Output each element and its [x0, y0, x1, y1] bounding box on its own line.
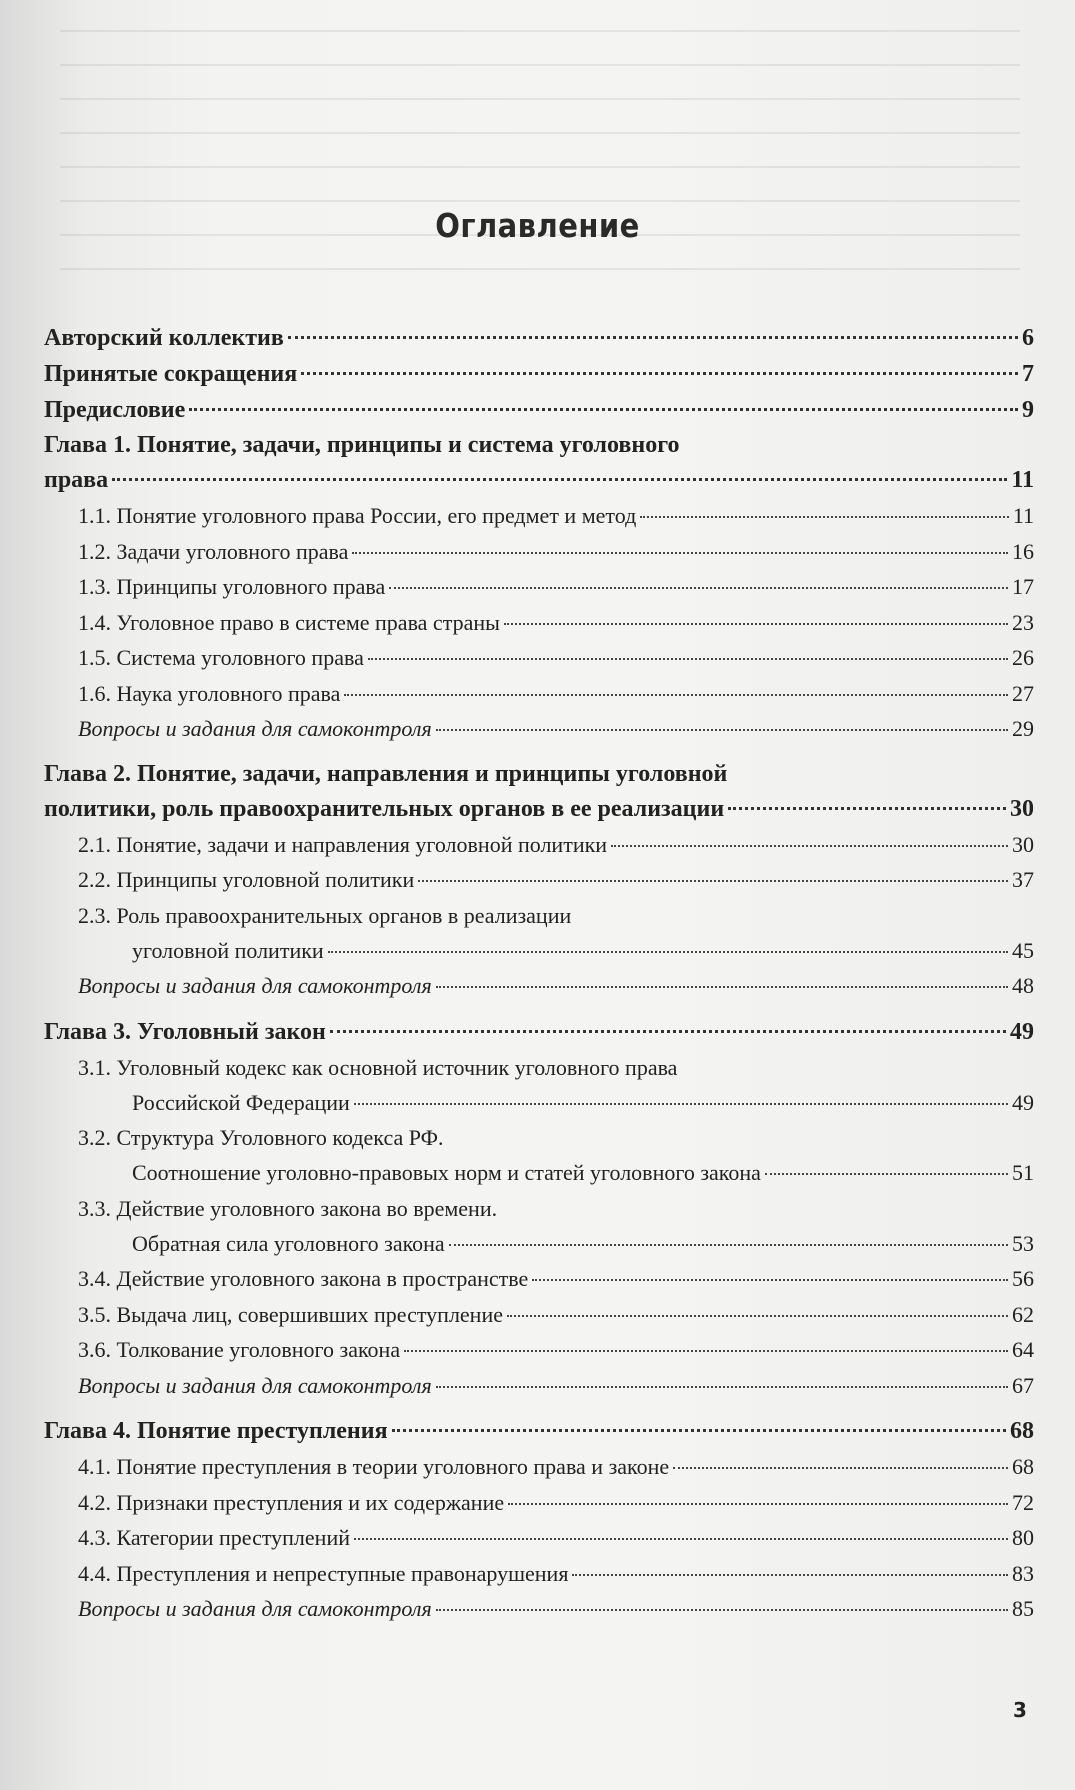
- leader-dots: [404, 1350, 1008, 1352]
- chapter-3-heading[interactable]: [44, 1014, 1034, 1050]
- toc-label: уголовной политики: [132, 937, 324, 963]
- table-of-contents: [44, 320, 1034, 1627]
- toc-label: 3.4. Действие уголовного закона в пространстве: [78, 1266, 529, 1291]
- toc-page: 83: [1012, 1560, 1034, 1586]
- toc-label: 4.4. Преступления и непреступные правонарушения: [78, 1560, 569, 1586]
- toc-page: 45: [1012, 937, 1034, 963]
- toc-section-cont[interactable]: [44, 1155, 1034, 1191]
- page-number: 3: [1013, 1698, 1027, 1722]
- page-title: Оглавление: [435, 206, 640, 245]
- toc-label: политики, роль правоохранительных органов в ее реализации: [44, 795, 725, 822]
- leader-dots: [436, 1386, 1008, 1388]
- toc-label: Соотношение уголовно-правовых норм и статей уголовного закона: [132, 1160, 761, 1185]
- leader-dots: [330, 1030, 1006, 1033]
- toc-section[interactable]: [44, 1556, 1034, 1592]
- toc-label: 1.5. Система уголовного права: [78, 645, 364, 670]
- toc-page: 6: [1022, 325, 1034, 351]
- leader-dots: [611, 845, 1008, 847]
- toc-section[interactable]: [44, 498, 1034, 534]
- toc-label: Вопросы и задания для самоконтроля: [78, 973, 432, 998]
- toc-page: 30: [1012, 831, 1034, 857]
- chapter-4-heading[interactable]: [44, 1413, 1034, 1449]
- leader-dots: [728, 807, 1006, 810]
- toc-label: 1.1. Понятие уголовного права России, его предмет и метод: [78, 503, 637, 528]
- toc-page: 17: [1012, 574, 1034, 599]
- toc-label: Вопросы и задания для самоконтроля: [78, 716, 432, 741]
- leader-dots: [449, 1244, 1008, 1246]
- toc-label: права: [44, 467, 109, 493]
- toc-label: Российской Федерации: [132, 1089, 350, 1115]
- toc-page: 68: [1012, 1454, 1034, 1479]
- toc-section[interactable]: 2.3. Роль правоохранительных органов в реализации: [78, 902, 572, 928]
- leader-dots: [436, 1609, 1008, 1611]
- toc-section[interactable]: 3.2. Структура Уголовного кодекса РФ.: [78, 1125, 444, 1150]
- leader-dots: [328, 951, 1008, 953]
- leader-dots: [189, 408, 1018, 411]
- toc-section[interactable]: [44, 640, 1034, 676]
- leader-dots: [504, 623, 1008, 625]
- toc-section[interactable]: [44, 1485, 1034, 1521]
- toc-section[interactable]: [44, 569, 1034, 605]
- toc-label: Вопросы и задания для самоконтроля: [78, 1372, 432, 1398]
- toc-page: 49: [1010, 1018, 1034, 1045]
- leader-dots: [354, 1538, 1008, 1540]
- toc-label: 2.2. Принципы уголовной политики: [78, 867, 415, 892]
- toc-label: 4.2. Признаки преступления и их содержание: [78, 1489, 505, 1515]
- toc-label: 3.6. Толкование уголовного закона: [78, 1337, 401, 1362]
- leader-dots: [389, 587, 1008, 589]
- leader-dots: [354, 1103, 1008, 1105]
- toc-page: 11: [1011, 467, 1034, 493]
- leader-dots: [532, 1279, 1008, 1281]
- toc-page: 9: [1022, 397, 1034, 423]
- toc-section[interactable]: [44, 1449, 1034, 1485]
- show-through-text: [60, 30, 1020, 290]
- toc-section[interactable]: [44, 605, 1034, 641]
- toc-section-cont[interactable]: [44, 933, 1034, 969]
- toc-page: 64: [1012, 1337, 1034, 1362]
- toc-label: Принятые сокращения: [44, 361, 298, 387]
- toc-label: 2.1. Понятие, задачи и направления уголовной политики: [78, 831, 608, 857]
- toc-entry-preface[interactable]: [44, 392, 1034, 428]
- toc-page: 49: [1012, 1089, 1034, 1115]
- toc-section[interactable]: [44, 534, 1034, 570]
- toc-entry-authors[interactable]: [44, 320, 1034, 356]
- chapter-2-heading[interactable]: Глава 2. Понятие, задачи, направления и принципы уголовной: [44, 760, 728, 787]
- toc-label: Глава 4. Понятие преступления: [44, 1418, 388, 1444]
- toc-label: Предисловие: [44, 397, 186, 423]
- toc-page: 67: [1012, 1372, 1034, 1398]
- toc-page: 7: [1022, 361, 1034, 387]
- leader-dots: [572, 1574, 1008, 1576]
- toc-label: 4.3. Категории преступлений: [78, 1525, 350, 1550]
- toc-section-cont[interactable]: [44, 1085, 1034, 1121]
- toc-section[interactable]: [44, 1520, 1034, 1556]
- leader-dots: [640, 516, 1009, 518]
- toc-page: 37: [1012, 867, 1034, 892]
- toc-page: 23: [1012, 609, 1034, 635]
- toc-label: Глава 3. Уголовный закон: [44, 1018, 326, 1045]
- chapter-2-heading-cont[interactable]: [44, 791, 1034, 827]
- toc-page: 30: [1010, 795, 1034, 822]
- toc-section[interactable]: [44, 1332, 1034, 1368]
- leader-dots: [392, 1429, 1006, 1432]
- toc-section-cont[interactable]: [44, 1226, 1034, 1262]
- leader-dots: [301, 372, 1018, 375]
- leader-dots: [344, 694, 1008, 696]
- toc-questions[interactable]: [44, 711, 1034, 747]
- leader-dots: [418, 880, 1008, 882]
- leader-dots: [368, 658, 1008, 660]
- toc-questions[interactable]: [44, 1368, 1034, 1404]
- leader-dots: [508, 1503, 1008, 1505]
- toc-label: Вопросы и задания для самоконтроля: [78, 1596, 432, 1621]
- toc-label: Авторский коллектив: [44, 325, 284, 351]
- toc-page: 26: [1012, 645, 1034, 670]
- toc-section[interactable]: [44, 676, 1034, 712]
- toc-page: 11: [1012, 503, 1034, 528]
- toc-section[interactable]: 3.1. Уголовный кодекс как основной источник уголовного права: [78, 1054, 678, 1080]
- toc-label: 1.2. Задачи уголовного права: [78, 538, 349, 564]
- toc-label: 1.6. Наука уголовного права: [78, 680, 341, 706]
- toc-section[interactable]: [44, 1297, 1034, 1333]
- toc-page: 72: [1012, 1489, 1034, 1515]
- toc-section[interactable]: 3.3. Действие уголовного закона во времени.: [78, 1195, 498, 1221]
- toc-page: 68: [1010, 1418, 1034, 1444]
- toc-questions[interactable]: [44, 968, 1034, 1004]
- toc-page: 51: [1012, 1160, 1034, 1185]
- chapter-1-heading[interactable]: Глава 1. Понятие, задачи, принципы и система уголовного: [44, 432, 680, 458]
- toc-page: 62: [1012, 1301, 1034, 1327]
- leader-dots: [765, 1173, 1008, 1175]
- toc-page: 48: [1012, 973, 1034, 998]
- leader-dots: [288, 336, 1018, 339]
- leader-dots: [436, 729, 1008, 731]
- toc-page: 16: [1012, 538, 1034, 564]
- leader-dots: [436, 986, 1008, 988]
- toc-label: 4.1. Понятие преступления в теории уголовного права и законе: [78, 1454, 670, 1479]
- toc-label: 1.3. Принципы уголовного права: [78, 574, 386, 599]
- toc-page: 56: [1012, 1266, 1034, 1291]
- toc-entry-abbreviations[interactable]: [44, 356, 1034, 392]
- toc-page: 85: [1012, 1596, 1034, 1621]
- leader-dots: [673, 1467, 1008, 1469]
- leader-dots: [507, 1315, 1008, 1317]
- toc-section[interactable]: [44, 827, 1034, 863]
- toc-section[interactable]: [44, 862, 1034, 898]
- toc-page: 53: [1012, 1230, 1034, 1256]
- leader-dots: [352, 552, 1008, 554]
- toc-questions[interactable]: [44, 1591, 1034, 1627]
- toc-label: Обратная сила уголовного закона: [132, 1230, 445, 1256]
- toc-label: 3.5. Выдача лиц, совершивших преступление: [78, 1301, 503, 1327]
- toc-label: 1.4. Уголовное право в системе права страны: [78, 609, 500, 635]
- chapter-1-heading-cont[interactable]: [44, 462, 1034, 498]
- toc-page: 29: [1012, 716, 1034, 741]
- toc-section[interactable]: [44, 1261, 1034, 1297]
- toc-page: 80: [1012, 1525, 1034, 1550]
- leader-dots: [112, 478, 1007, 481]
- toc-page: 27: [1012, 680, 1034, 706]
